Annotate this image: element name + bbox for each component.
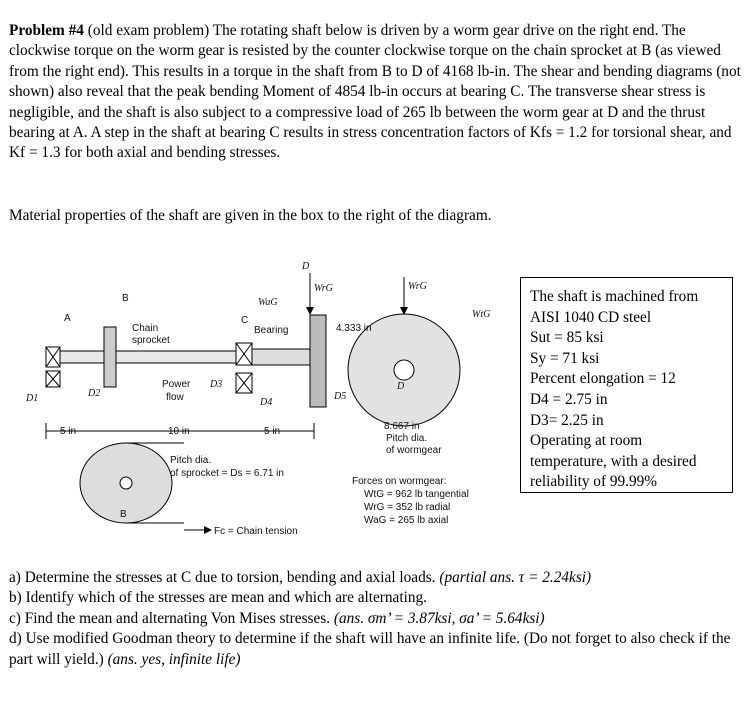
questions bbox=[9, 568, 744, 670]
label-d: D bbox=[302, 261, 310, 272]
label-wrg: WrG bbox=[314, 283, 333, 294]
label-sprocket-pitch-value: of sprocket = Ds = 6.71 in bbox=[170, 468, 284, 479]
label-wrg-end: WrG bbox=[408, 281, 427, 292]
worm-gear-side bbox=[310, 315, 326, 407]
label-b-end: B bbox=[120, 509, 127, 520]
box-line: reliability of 99.99% bbox=[530, 473, 658, 491]
box-line: AISI 1040 CD steel bbox=[530, 308, 652, 326]
box-line: Sut = 85 ksi bbox=[530, 329, 604, 347]
box-line: Operating at room bbox=[530, 432, 643, 450]
box-line: temperature, with a desired bbox=[530, 452, 697, 470]
label-force-radial: WrG = 352 lb radial bbox=[364, 502, 451, 513]
label-sprocket-pitch: Pitch dia. bbox=[170, 455, 212, 466]
problem-label: Problem #4 bbox=[9, 22, 84, 39]
question-d-text: d) Use modified Goodman theory to determine if the shaft will have an infinite life. (Do not forget to also check if the part will yield.) bbox=[9, 630, 731, 668]
label-sprocket: sprocket bbox=[132, 335, 170, 346]
material-properties-box bbox=[520, 277, 733, 493]
label-bearing: Bearing bbox=[254, 325, 289, 336]
question-d bbox=[9, 630, 730, 667]
label-c: C bbox=[241, 315, 249, 326]
label-a: A bbox=[64, 313, 71, 324]
question-b: b) Identify which of the stresses are mean and which are alternating. bbox=[9, 589, 427, 607]
box-line: D4 = 2.75 in bbox=[530, 390, 608, 408]
question-a-text: a) Determine the stresses at C due to torsion, bending and axial loads. bbox=[9, 569, 440, 586]
label-5in-b: 5 in bbox=[264, 426, 281, 437]
label-power: Power bbox=[162, 379, 191, 390]
material-note: Material properties of the shaft are given in the box to the right of the diagram. bbox=[9, 207, 492, 224]
box-line: Percent elongation = 12 bbox=[530, 370, 676, 388]
label-d-end: D bbox=[397, 381, 405, 392]
shaft-diagram bbox=[24, 255, 514, 545]
chain-sprocket bbox=[104, 327, 116, 387]
label-force-axial: WaG = 265 lb axial bbox=[364, 515, 449, 526]
label-d2: D2 bbox=[88, 388, 101, 399]
label-4333: 4.333 in bbox=[336, 323, 372, 334]
label-chain: Chain bbox=[132, 323, 159, 334]
label-d5: D5 bbox=[334, 391, 347, 402]
label-flow: flow bbox=[166, 392, 184, 403]
label-d3: D3 bbox=[210, 379, 223, 390]
label-10in: 10 in bbox=[168, 426, 190, 437]
label-d1: D1 bbox=[26, 393, 39, 404]
question-c-text: c) Find the mean and alternating Von Mises stresses. bbox=[9, 609, 334, 627]
problem-text: (old exam problem) The rotating shaft below is driven by a worm gear drive on the right end. The clockwise torque on the worm gear is resisted by the counter clockwise torque on the chain sprocket at B (as viewed from the right end). This results in a torque in the shaft from B to D of 4168 lb-in. The shear and bending diagrams (not shown) also reveal that the peak bending Moment of 4854 lb-in occurs at bearing C. The transverse shear stress is negligible, and the shaft is also subject to a compressive load of 265 lb between the worm gear at D and the thrust bearing at A. A step in the shaft at bearing C results in stress concentration factors of Kfs = 1.2 for torsional shear, and Kf = 1.3 for both axial and bending stresses. bbox=[9, 22, 741, 162]
label-d4: D4 bbox=[260, 397, 273, 408]
label-force-tangential: WtG = 962 lb tangential bbox=[364, 489, 469, 500]
label-5in-a: 5 in bbox=[60, 426, 77, 437]
label-pitch-dia: Pitch dia. bbox=[386, 433, 428, 444]
label-of-wormgear: of wormgear bbox=[386, 445, 442, 456]
box-line: Sy = 71 ksi bbox=[530, 349, 600, 367]
label-pitch-value: 8.667 in bbox=[384, 421, 420, 432]
question-c bbox=[9, 609, 744, 629]
box-line: The shaft is machined from bbox=[530, 288, 699, 305]
question-c-answer: (ans. σm’ = 3.87ksi, σa’ = 5.64ksi) bbox=[333, 609, 545, 627]
box-line: D3= 2.25 in bbox=[530, 411, 604, 429]
problem-statement bbox=[9, 21, 744, 164]
label-chain-tension: Fc = Chain tension bbox=[214, 526, 298, 537]
question-a-answer: (partial ans. τ = 2.24ksi) bbox=[439, 569, 592, 586]
question-a bbox=[9, 568, 744, 588]
label-wtg: WtG bbox=[472, 309, 491, 320]
label-forces-title: Forces on wormgear: bbox=[352, 476, 447, 487]
label-wag: WaG bbox=[258, 297, 278, 308]
question-d-answer: (ans. yes, infinite life) bbox=[107, 650, 241, 668]
label-b: B bbox=[122, 293, 129, 304]
